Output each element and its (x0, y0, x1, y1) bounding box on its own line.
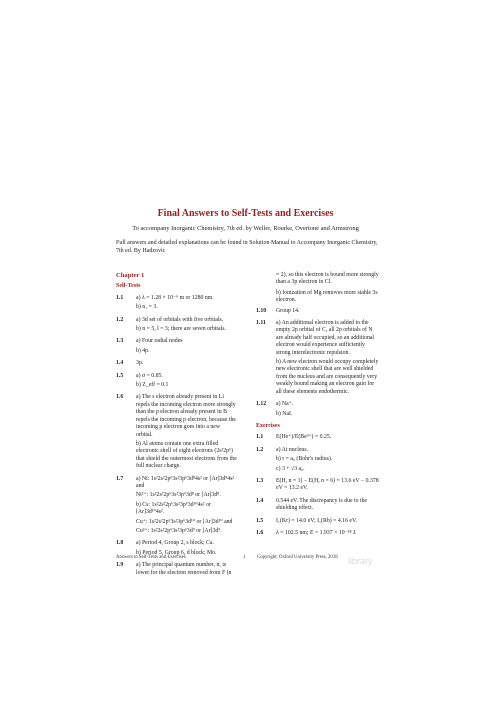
answer-number: 1.10 (256, 307, 267, 314)
answer-number: 1.9 (116, 562, 124, 569)
answer-item (116, 338, 238, 357)
answer-number: 1.1 (116, 294, 124, 301)
answer-line: Cu²⁺: 1s²2s²2p⁶3s²3p⁶3d⁹ or [Ar]3d⁹. (136, 527, 222, 534)
right-column (256, 272, 380, 542)
answer-number: 1.3 (116, 338, 124, 345)
answer-item (116, 360, 238, 369)
answer-line: b) Cs: 1s²2s²2p⁶3s²3p⁶3d¹⁰4s² or [Ar]3d¹⁰4s². (136, 501, 211, 516)
answer-number: 1.4 (116, 360, 124, 367)
answer-line: Group 14. (276, 307, 300, 314)
answer-line: E(He⁺)/E(Be³⁺) = 0.25. (276, 434, 332, 441)
answer-number: 1.12 (256, 401, 267, 408)
page-title: Final Answers to Self-Tests and Exercises (157, 208, 334, 219)
answer-line: = 2), so this electron is bound more strongly than a 3p electron in Cl. (276, 272, 379, 286)
answer-number: 1.7 (116, 475, 124, 482)
answer-body (276, 518, 380, 527)
footer-copyright: Copyright: Oxford University Press, 2018 (257, 555, 338, 560)
answer-item (116, 476, 238, 538)
answer-item (256, 447, 380, 475)
footer-left: Answers to Self-Tests and Exercises (116, 555, 186, 560)
footer-page-number: 1 (243, 555, 246, 560)
answer-body (276, 320, 380, 398)
answer-line: 0.544 eV. The discrepancy is due to the shielding effect. (276, 497, 368, 512)
section-heading-self-tests: Self-Tests (116, 283, 141, 290)
answer-body (276, 401, 380, 420)
answer-line: a) σ = 0.85. (136, 372, 163, 379)
answer-number: 1.11 (256, 320, 266, 327)
self-test-list-continued (256, 308, 380, 420)
answer-line: Ni²⁺: 1s²2s²2p⁶3s²3p⁶3d⁸ or [Ar]3d⁸. (136, 492, 221, 499)
self-test-list (116, 295, 238, 579)
answer-line: b) NaI. (276, 410, 293, 417)
answer-line: b) A new electron would occupy completely new electronic shell that are well shielded from the nucleus and are consequently very weakly bound making an electron gain for all these elements endothermic. (276, 359, 379, 395)
answer-line: b) Period 5, Group 6, d block; Mo. (136, 549, 217, 556)
answer-line: b) r = a₀ (Bohr's radius). (276, 456, 333, 463)
answer-item (256, 478, 380, 495)
answer-item (116, 394, 238, 472)
page-subtitle: To accompany Inorganic Chemistry, 7th ed. by Weller, Rourke, Overtone and Armstrong (132, 225, 359, 232)
answer-body (276, 434, 380, 443)
answer-line: b) Ionization of Mg removes more stable 3s electron. (276, 289, 378, 304)
answer-line: 3p. (136, 360, 144, 367)
answer-line: b) Z_eff = 0.1 (136, 382, 169, 389)
answer-line: a) Period 4, Group 2, s block; Ca. (136, 540, 214, 547)
answer-body (136, 360, 238, 369)
answer-number: 1.5 (116, 372, 124, 379)
answer-body (276, 308, 380, 317)
answer-number: 1.3 (256, 477, 264, 484)
answer-line: b) n = 5, l = 3; there are seven orbitals. (136, 326, 226, 333)
answer-number: 1.2 (256, 446, 264, 453)
answer-item (256, 518, 380, 527)
answer-number: 1.6 (116, 394, 124, 401)
chapter-heading: Chapter 1 (116, 272, 145, 279)
left-column (116, 272, 238, 582)
answer-item (116, 295, 238, 314)
answer-line: E(H, n = 1) − E(H, n = 6) = 13.6 eV − 0.378 eV = 13.2 eV. (276, 477, 379, 492)
answer-item (256, 530, 380, 539)
answer-item (256, 434, 380, 443)
answer-item (256, 401, 380, 420)
section-heading-exercises: Exercises (256, 422, 280, 429)
answer-number: 1.5 (256, 517, 264, 524)
answer-line: a) An additional electron is added to the empty 2p orbital of C, all 2p orbitals of N are already half occupied, so an additional electron would experience sufficiently strong interelectronic repulsion. (276, 320, 375, 356)
exercise-list (256, 434, 380, 539)
answer-item (256, 498, 380, 515)
answer-line: a) The principal quantum number, n, is lower for the electron removed from F (n (136, 562, 232, 576)
answer-body (136, 476, 238, 538)
answer-number: 1.1 (256, 434, 264, 441)
answer-body (136, 562, 238, 579)
answer-number: 1.8 (116, 540, 124, 547)
answer-line: a) Four radial nodes (136, 338, 183, 345)
intro-paragraph: Full answers and detailed explanations can be found in Solution Manual to Accompany Inorganic Chemistry, 7th ed. By Hadzovic (116, 240, 378, 254)
answer-line: b) n₁ = 3. (136, 304, 158, 311)
answer-body (136, 373, 238, 392)
answer-line: a) The s electron already present in Li repels the incoming electron more strongly than the p electron already present in B repels the incoming p electron, because the incoming p electron goes into a new orbital. (136, 394, 236, 438)
answer-line: λ = 102.5 nm; E = 1.937 × 10⁻¹⁸ J. (276, 529, 357, 536)
answer-line: I₁(Kr) = 14.0 eV; I₁(Rb) = 4.16 eV. (276, 517, 357, 524)
answer-body (276, 447, 380, 475)
answer-body (136, 295, 238, 314)
answer-body (276, 478, 380, 495)
answer-number: 1.6 (256, 529, 264, 536)
answer-line: a) Ni: 1s²2s²2p⁶3s²3p⁶3d⁸4s² or [Ar]3d⁸4s² and (136, 475, 235, 489)
answer-number: 1.4 (256, 497, 264, 504)
watermark: library (348, 556, 373, 566)
answer-line: b) Al atoms contain one extra filled electronic shell of eight electrons (2s²2p⁶) that shield the outermost electrons from the full nuclear charge. (136, 440, 237, 470)
answer-body (136, 394, 238, 472)
answer-body (276, 498, 380, 515)
answer-item (116, 373, 238, 392)
answer-number: 1.2 (116, 316, 124, 323)
answer-body (136, 338, 238, 357)
answer-line: b) 4p. (136, 347, 150, 354)
answer-item (256, 320, 380, 398)
answer-line: c) 3 + √3 a₀. (276, 465, 305, 472)
answer-item (116, 317, 238, 336)
answer-line: a) Na⁺. (276, 401, 294, 408)
answer-item (256, 308, 380, 317)
answer-line: a) 3d set of orbitals with five orbitals. (136, 316, 224, 323)
answer-line: a) At nucleus. (276, 446, 309, 453)
answer-line: a) λ = 1.28 × 10⁻⁶ m or 1280 nm. (136, 294, 214, 301)
answer-item (116, 562, 238, 579)
answer-body (136, 317, 238, 336)
continued-answer (256, 272, 380, 305)
answer-body (276, 530, 380, 539)
answer-line: Cu⁺: 1s²2s²2p⁶3s²3p⁶3d¹⁰ or [Ar]3d¹⁰ and (136, 518, 233, 525)
